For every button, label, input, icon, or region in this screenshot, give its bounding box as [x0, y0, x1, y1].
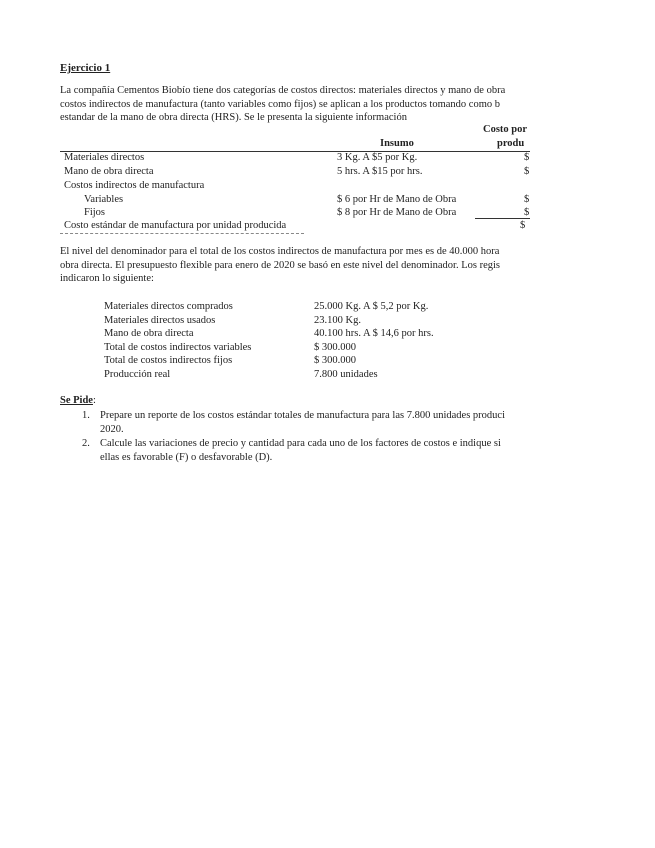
- header-insumo: Insumo: [380, 138, 414, 149]
- row-insumo: $ 8 por Hr de Mano de Obra: [337, 207, 457, 218]
- row-cost: $: [524, 166, 530, 177]
- task-item: [82, 437, 501, 464]
- table-row: [0, 180, 655, 194]
- subtotal-rule: [475, 218, 530, 219]
- record-value: 7.800 unidades: [314, 369, 378, 380]
- row-cost: $: [524, 194, 530, 205]
- header-costo-1: Costo por: [483, 124, 528, 135]
- table-row: [0, 152, 655, 166]
- row-concept: Costos indirectos de manufactura: [64, 180, 205, 191]
- row-insumo: 5 hrs. A $15 por hrs.: [337, 166, 423, 177]
- record-label: Total de costos indirectos variables: [104, 342, 252, 353]
- record-label: Materiales directos usados: [104, 315, 216, 326]
- row-cost: $: [524, 207, 530, 218]
- para2-line: El nivel del denominador para el total de los costos indirectos de manufactura por mes es de 40.000 hora: [60, 246, 500, 257]
- intro-line: estandar de la mano de obra directa (HRS). Se le presenta la siguiente información: [60, 112, 407, 123]
- task-number: 2.: [82, 438, 90, 449]
- intro-line: La compañía Cementos Biobío tiene dos categorías de costos directos: materiales directos y mano de obra: [60, 85, 506, 96]
- table-row: [0, 220, 655, 234]
- para2-line: obra directa. El presupuesto flexible para enero de 2020 se basó en este nivel del denominador. Los regis: [60, 259, 500, 271]
- row-cost: $: [524, 152, 530, 163]
- record-row: [0, 342, 655, 356]
- record-row: [0, 301, 655, 315]
- record-label: Materiales directos comprados: [104, 301, 233, 312]
- row-insumo: $ 6 por Hr de Mano de Obra: [337, 194, 457, 205]
- table-row: [0, 207, 655, 221]
- intro-line: costos indirectos de manufactura (tanto variables como fijos) se aplican a los productos tomando como b: [60, 98, 501, 110]
- exercise-title: Ejercicio 1: [60, 62, 111, 74]
- record-value: $ 300.000: [314, 355, 356, 366]
- intro-paragraph: [60, 84, 505, 125]
- table-row: [0, 194, 655, 208]
- row-concept: Costo estándar de manufactura por unidad producida: [64, 220, 287, 231]
- row-concept: Fijos: [84, 207, 106, 218]
- denominator-paragraph: [60, 245, 500, 286]
- record-label: Producción real: [104, 369, 171, 380]
- record-value: 25.000 Kg. A $ 5,2 por Kg.: [314, 301, 429, 312]
- row-insumo: 3 Kg. A $5 por Kg.: [337, 152, 418, 163]
- task-line: Calcule las variaciones de precio y cantidad para cada uno de los factores de costos e indique si: [100, 438, 501, 449]
- record-label: Total de costos indirectos fijos: [104, 355, 233, 366]
- se-pide-label: Se Pide: [60, 395, 93, 406]
- record-value: 23.100 Kg.: [314, 315, 361, 326]
- task-line: ellas es favorable (F) o desfavorable (D).: [100, 451, 273, 463]
- record-value: 40.100 hrs. A $ 14,6 por hrs.: [314, 328, 434, 339]
- row-concept: Materiales directos: [64, 152, 145, 163]
- record-value: $ 300.000: [314, 342, 356, 353]
- record-label: Mano de obra directa: [104, 328, 194, 339]
- row-concept: Mano de obra directa: [64, 166, 154, 177]
- para2-line: indicaron lo siguiente:: [60, 273, 154, 284]
- table-bottom-rule: [60, 233, 304, 234]
- record-row: [0, 355, 655, 369]
- table-row: [0, 166, 655, 180]
- task-number: 1.: [82, 410, 90, 421]
- se-pide-heading: Se Pide:: [60, 395, 96, 406]
- record-row: [0, 328, 655, 342]
- task-line: 2020.: [100, 423, 124, 435]
- task-line: Prepare un reporte de los costos estándar totales de manufactura para las 7.800 unidades produci: [100, 410, 505, 421]
- row-concept: Variables: [84, 194, 124, 205]
- record-row: [0, 369, 655, 383]
- task-item: [82, 409, 505, 436]
- header-costo-2: produ: [497, 138, 525, 149]
- row-cost: $: [520, 220, 526, 231]
- record-row: [0, 315, 655, 329]
